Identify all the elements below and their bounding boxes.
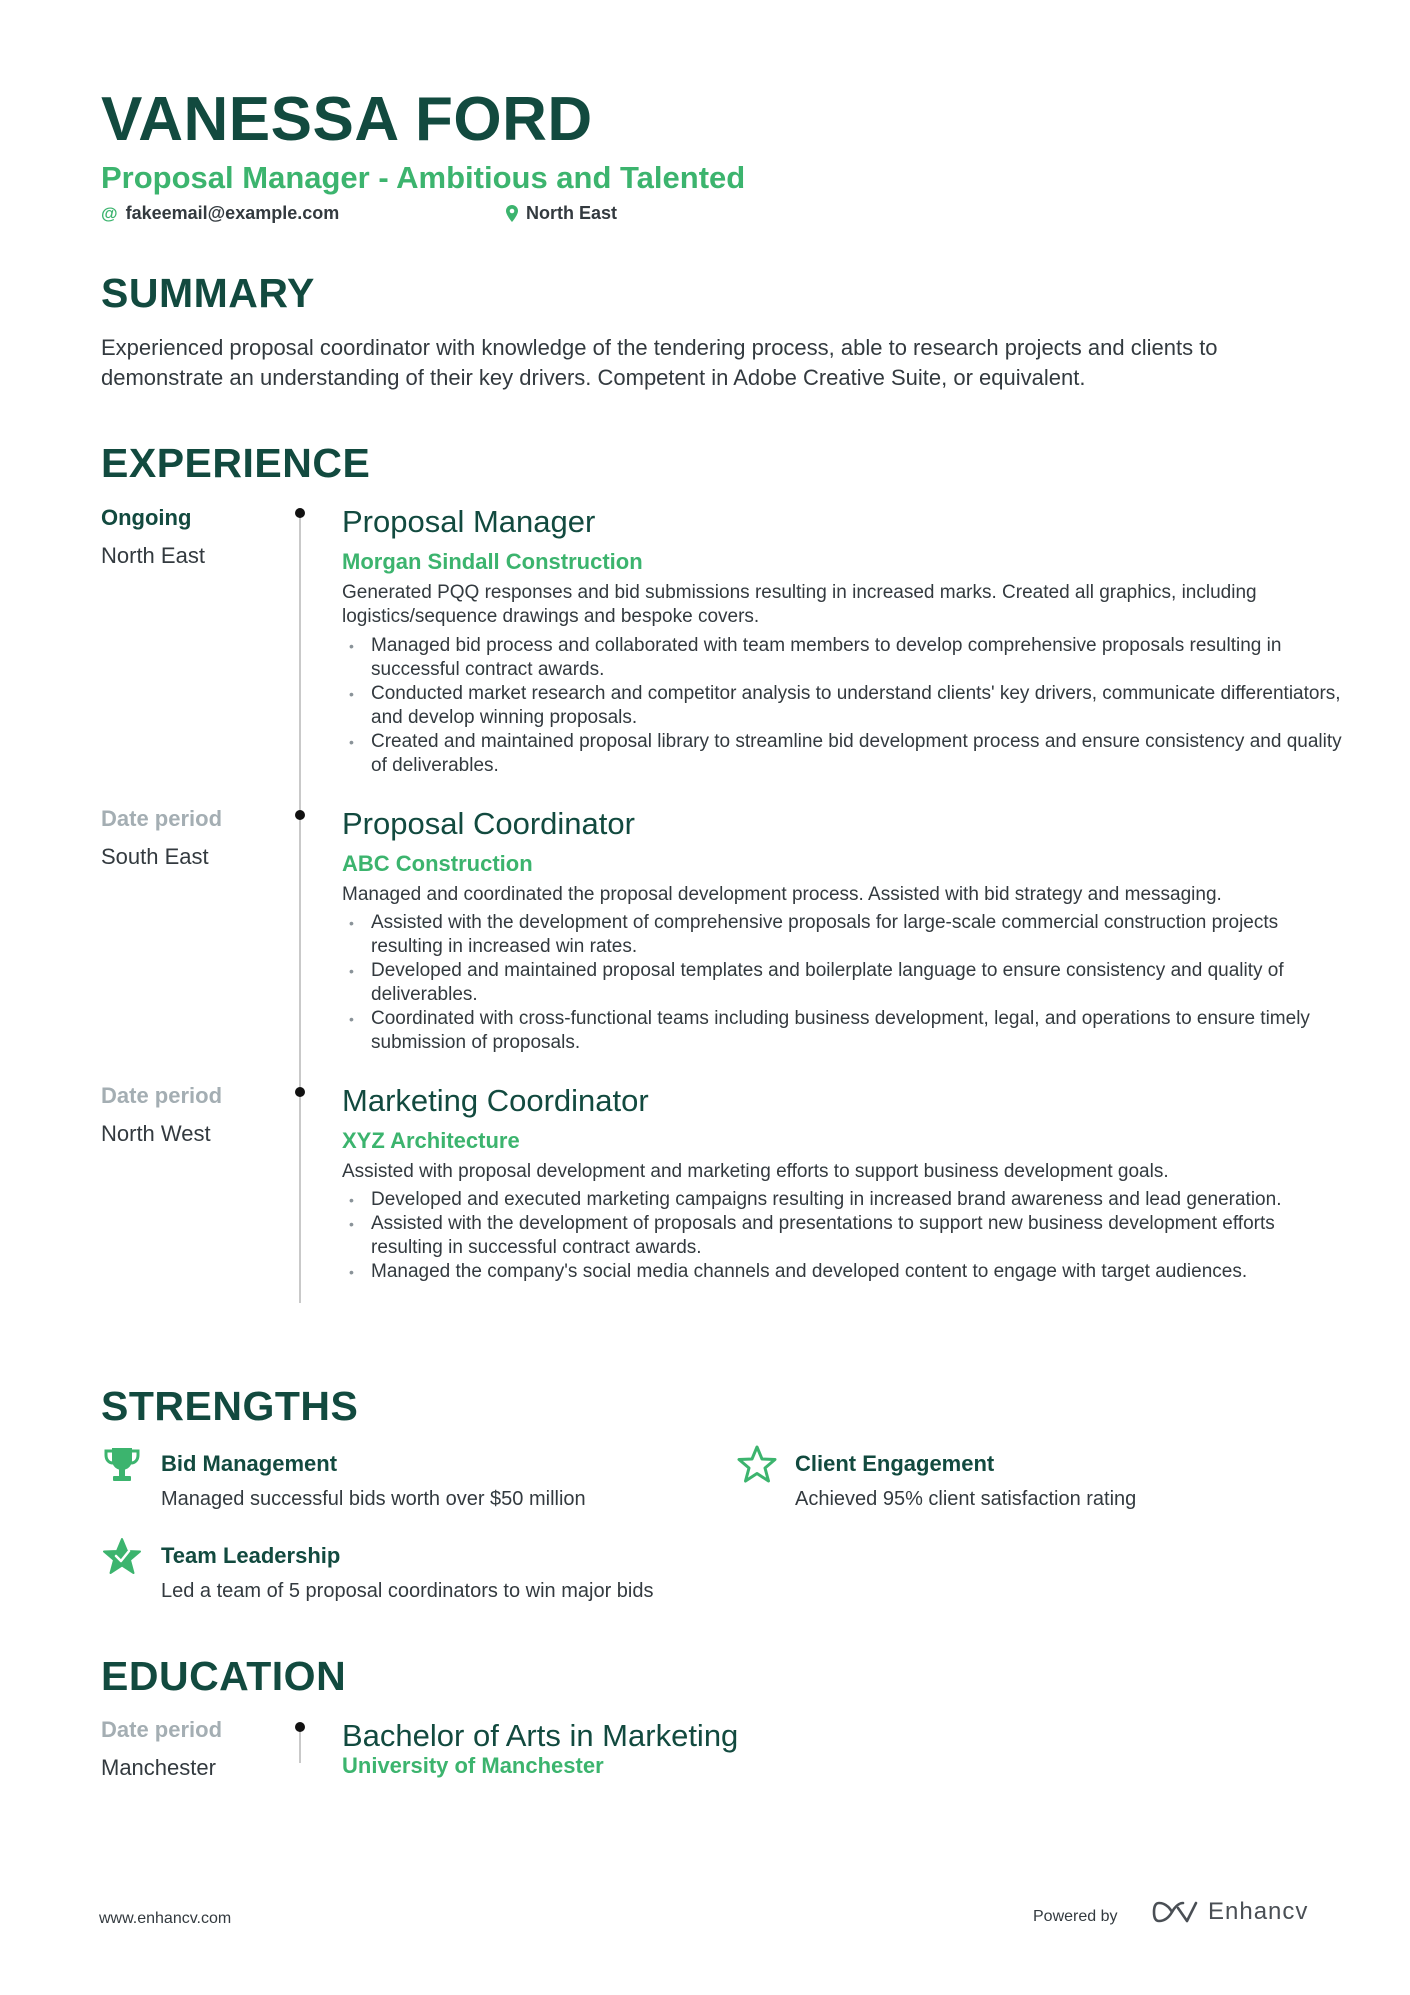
- location-text: North East: [526, 203, 618, 223]
- strength-title: Client Engagement: [795, 1451, 995, 1476]
- job-description: Managed and coordinated the proposal development process. Assisted with bid strategy and messaging.: [342, 884, 1222, 905]
- job-bullet: • Managed the company's social media channels and developed content to engage with target audiences.: [342, 1260, 1342, 1284]
- candidate-headline: Proposal Manager - Ambitious and Talented: [101, 160, 746, 195]
- experience-timeline-line: [299, 513, 301, 1303]
- strength-description: Led a team of 5 proposal coordinators to win major bids: [161, 1580, 654, 1602]
- job-company: XYZ Architecture: [342, 1128, 520, 1153]
- contact-location: [506, 203, 617, 224]
- job-location: North West: [101, 1121, 211, 1146]
- job-location: North East: [101, 543, 205, 568]
- contact-email[interactable]: [101, 203, 339, 224]
- job-bullet: • Coordinated with cross-functional teams including business development, legal, and operations to ensure timely submission of proposals.: [342, 1007, 1342, 1055]
- education-degree: Bachelor of Arts in Marketing: [342, 1718, 739, 1753]
- candidate-name: VANESSA FORD: [101, 85, 593, 154]
- strengths-heading: STRENGTHS: [101, 1383, 359, 1429]
- education-location: Manchester: [101, 1755, 216, 1780]
- job-description: Assisted with proposal development and marketing efforts to support business development goals.: [342, 1161, 1169, 1182]
- job-company: Morgan Sindall Construction: [342, 549, 643, 574]
- education-timeline-line: [299, 1727, 301, 1763]
- timeline-dot: [295, 810, 305, 820]
- email-text: fakeemail@example.com: [125, 203, 340, 223]
- strength-title: Team Leadership: [161, 1543, 341, 1568]
- job-date: Date period: [101, 1083, 223, 1108]
- summary-heading: SUMMARY: [101, 270, 315, 316]
- location-pin-icon: [506, 205, 518, 222]
- job-bullet: • Developed and executed marketing campaigns resulting in increased brand awareness and lead generation.: [342, 1188, 1342, 1212]
- job-role: Proposal Manager: [342, 504, 596, 539]
- job-date: Ongoing: [101, 505, 192, 530]
- brand-name: Enhancv: [1208, 1898, 1309, 1925]
- enhancv-logo-icon: [1152, 1900, 1198, 1924]
- trophy-icon: [102, 1444, 142, 1484]
- job-role: Marketing Coordinator: [342, 1083, 649, 1118]
- job-bullets: [342, 911, 1342, 1055]
- education-heading: EDUCATION: [101, 1653, 347, 1699]
- job-bullet: • Managed bid process and collaborated with team members to develop comprehensive proposals resulting in successful contract awards.: [342, 634, 1342, 682]
- timeline-dot: [295, 1087, 305, 1097]
- education-school: University of Manchester: [342, 1753, 604, 1778]
- strength-description: Achieved 95% client satisfaction rating: [795, 1488, 1137, 1510]
- job-bullet: • Developed and maintained proposal templates and boilerplate language to ensure consistency and quality of deliverables.: [342, 959, 1342, 1007]
- footer-url[interactable]: www.enhancv.com: [99, 1910, 232, 1927]
- job-location: South East: [101, 844, 209, 869]
- star-outline-icon: [737, 1444, 777, 1484]
- job-description: Generated PQQ responses and bid submissions resulting in increased marks. Created all graphics, including logistics/sequence drawings and bespoke covers.: [342, 582, 1257, 627]
- brand-logo[interactable]: [1152, 1898, 1308, 1926]
- star-filled-icon: [102, 1536, 142, 1576]
- at-sign-icon: @: [101, 203, 118, 223]
- job-role: Proposal Coordinator: [342, 806, 635, 841]
- job-bullet: • Assisted with the development of proposals and presentations to support new business development efforts resulting in successful contract awards.: [342, 1212, 1342, 1260]
- experience-heading: EXPERIENCE: [101, 440, 371, 486]
- job-bullet: • Conducted market research and competitor analysis to understand clients' key drivers, communicate differentiators, and develop winning proposals.: [342, 682, 1342, 730]
- timeline-dot: [295, 508, 305, 518]
- strength-title: Bid Management: [161, 1451, 338, 1476]
- strength-description: Managed successful bids worth over $50 million: [161, 1488, 586, 1510]
- job-company: ABC Construction: [342, 851, 533, 876]
- timeline-dot: [295, 1722, 305, 1732]
- powered-by-label: Powered by: [1033, 1908, 1118, 1925]
- education-date: Date period: [101, 1717, 223, 1742]
- job-bullets: [342, 1188, 1342, 1284]
- job-bullet: • Assisted with the development of comprehensive proposals for large-scale commercial construction projects resulting in increased win rates.: [342, 911, 1342, 959]
- job-bullet: • Created and maintained proposal library to streamline bid development process and ensure consistency and quality of deliverables.: [342, 730, 1342, 778]
- job-date: Date period: [101, 806, 223, 831]
- job-bullets: [342, 634, 1342, 778]
- summary-text: Experienced proposal coordinator with knowledge of the tendering process, able to research projects and clients to demonstrate an understanding of their key drivers. Competent in Adobe Creative Suite, or equivalent.: [101, 335, 1218, 390]
